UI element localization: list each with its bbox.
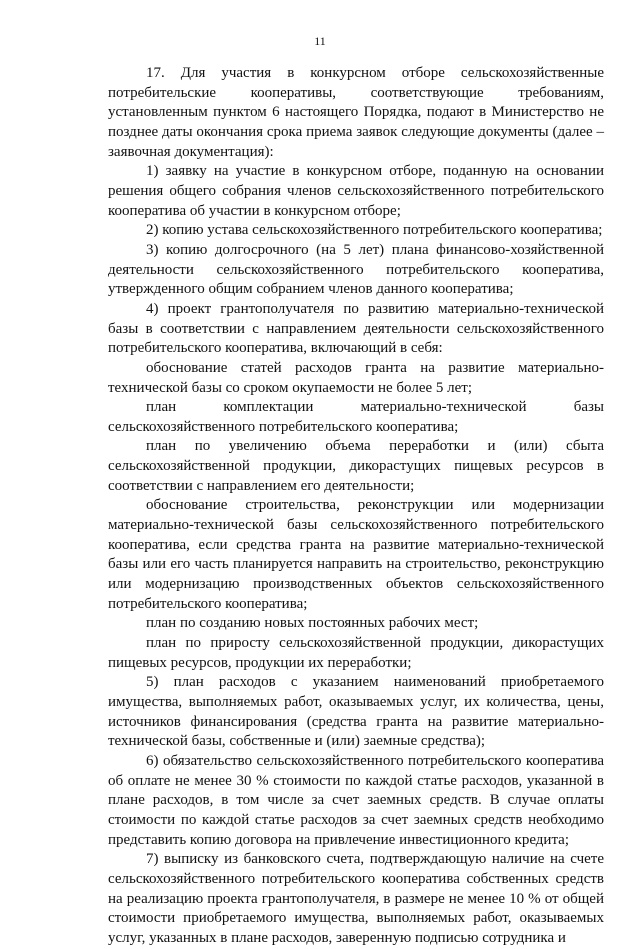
item-4-construction-justification: обоснование строительства, реконструкции или модернизации материально-технической базы сельскохозяйственного потребительского кооператива, если средства гранта на развитие материально-технической базы или его часть планируется направить на строительство, реконструкцию или модернизацию производственных объектов сельскохозяйственного потребительского кооператива; [108, 497, 604, 612]
item-3-long-term-plan: 3) копию долгосрочного (на 5 лет) плана финансово-хозяйственной деятельности сельскохозяйственного потребительского кооператива, утвержденного общим собранием членов данного кооператива; [108, 241, 604, 298]
paragraph-17-intro: 17. Для участия в конкурсном отборе сельскохозяйственные потребительские кооперативы, соответствующие требованиям, установленным пунктом 6 настоящего Порядка, подают в Министерство не позднее даты окончания срока приема заявок следующие документы (далее – заявочная документация): [108, 65, 604, 160]
item-4-processing-growth-plan: план по увеличению объема переработки и (или) сбыта сельскохозяйственной продукции, дикорастущих пищевых ресурсов в соответствии с направлением его деятельности; [108, 438, 604, 494]
document-body [108, 64, 604, 949]
item-4-production-growth-plan: план по приросту сельскохозяйственной продукции, дикорастущих пищевых ресурсов, продукции их переработки; [108, 635, 604, 671]
item-6-payment-obligation: 6) обязательство сельскохозяйственного потребительского кооператива об оплате не менее 30 % стоимости по каждой статье расходов, указанной в плане расходов, в том числе за счет заемных средств. В случае оплаты стоимости по каждой статье расходов за счет заемных средств необходимо представить копию договора на привлечение инвестиционного кредита; [108, 752, 604, 848]
item-4-jobs-plan: план по созданию новых постоянных рабочих мест; [146, 615, 479, 632]
item-4-expense-justification: обоснование статей расходов гранта на развитие материально-технической базы со сроком окупаемости не более 5 лет; [108, 359, 604, 396]
page-number: 11 [314, 34, 326, 48]
item-4-equipment-plan: план комплектации материально-технической базы сельскохозяйственного потребительского кооператива; [108, 399, 604, 435]
item-7-bank-statement: 7) выписку из банковского счета, подтверждающую наличие на счете сельскохозяйственного потребительского кооператива собственных средств на реализацию проекта грантополучателя, в размере не менее 10 % от общей стоимости приобретаемого имущества, выполняемых работ, оказываемых услуг, указанных в плане расходов, заверенную подписью сотрудника и [108, 851, 604, 946]
item-1-application: 1) заявку на участие в конкурсном отборе, поданную на основании решения общего собрания членов сельскохозяйственного потребительского кооператива об участии в конкурсном отборе; [108, 163, 604, 219]
item-5-expense-plan: 5) план расходов с указанием наименований приобретаемого имущества, выполняемых работ, оказываемых услуг, их количества, цены, источников финансирования (средства гранта на развитие материально-технической базы, собственные и (или) заемные средства); [108, 674, 604, 750]
item-2-charter-copy: 2) копию устава сельскохозяйственного потребительского кооператива; [146, 222, 603, 239]
item-4-project: 4) проект грантополучателя по развитию материально-технической базы в соответствии с направлением деятельности сельскохозяйственного потребительского кооператива, включающий в себя: [108, 300, 604, 357]
